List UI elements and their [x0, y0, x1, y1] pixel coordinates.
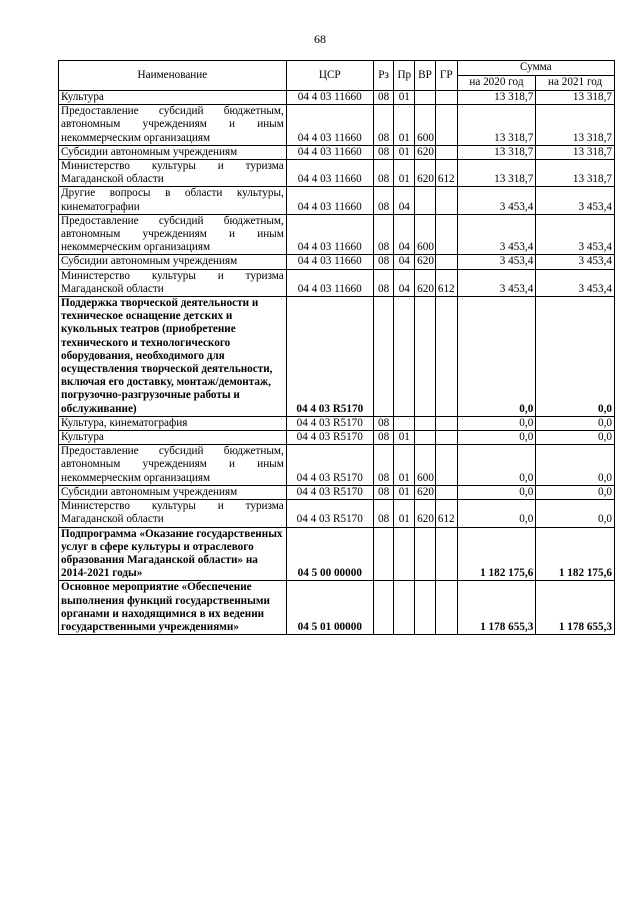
table-row [59, 485, 615, 499]
cell-rz: 08 [373, 105, 394, 146]
cell-pr: 04 [394, 255, 415, 269]
cell-sum-2020: 13 318,7 [457, 145, 536, 159]
cell-sum-2021: 0,0 [536, 297, 615, 417]
cell-sum-2020: 0,0 [457, 431, 536, 445]
cell-gr [435, 581, 457, 635]
cell-name: Культура [59, 431, 287, 445]
cell-csr: 04 4 03 11660 [286, 269, 373, 296]
cell-pr: 04 [394, 214, 415, 255]
cell-rz: 08 [373, 214, 394, 255]
cell-rz: 08 [373, 416, 394, 430]
cell-name: Субсидии автономным учреждениям [59, 145, 287, 159]
cell-sum-2020: 0,0 [457, 297, 536, 417]
cell-rz: 08 [373, 269, 394, 296]
cell-pr [394, 297, 415, 417]
header-csr: ЦСР [286, 61, 373, 91]
cell-sum-2021: 3 453,4 [536, 187, 615, 214]
cell-csr: 04 4 03 R5170 [286, 431, 373, 445]
cell-csr: 04 4 03 11660 [286, 160, 373, 187]
cell-csr: 04 4 03 R5170 [286, 416, 373, 430]
cell-pr: 01 [394, 160, 415, 187]
cell-csr: 04 4 03 11660 [286, 187, 373, 214]
cell-vr: 600 [415, 214, 436, 255]
cell-name: Субсидии автономным учреждениям [59, 485, 287, 499]
cell-csr: 04 4 03 R5170 [286, 297, 373, 417]
cell-sum-2020: 3 453,4 [457, 187, 536, 214]
cell-gr [435, 431, 457, 445]
cell-sum-2020: 3 453,4 [457, 269, 536, 296]
table-row [59, 445, 615, 486]
cell-sum-2020: 13 318,7 [457, 91, 536, 105]
cell-name: Субсидии автономным учреждениям [59, 255, 287, 269]
cell-sum-2021: 0,0 [536, 416, 615, 430]
cell-sum-2021: 0,0 [536, 500, 615, 527]
cell-csr: 04 4 03 11660 [286, 214, 373, 255]
header-year-2020: на 2020 год [457, 76, 536, 91]
cell-gr [435, 187, 457, 214]
table-row [59, 105, 615, 146]
cell-pr: 01 [394, 500, 415, 527]
cell-gr [435, 145, 457, 159]
header-name: Наименование [59, 61, 287, 91]
cell-gr [435, 527, 457, 581]
cell-vr [415, 416, 436, 430]
cell-name: Предоставление субсидий бюджетным, автономным учреждениям и иным некоммерческим организациям [59, 214, 287, 255]
cell-pr: 01 [394, 485, 415, 499]
header-pr: Пр [394, 61, 415, 91]
table-row [59, 269, 615, 296]
cell-sum-2021: 3 453,4 [536, 269, 615, 296]
cell-pr: 01 [394, 105, 415, 146]
cell-sum-2021: 13 318,7 [536, 91, 615, 105]
cell-sum-2021: 0,0 [536, 445, 615, 486]
table-row [59, 416, 615, 430]
table-row [59, 527, 615, 581]
cell-rz: 08 [373, 160, 394, 187]
table-row [59, 145, 615, 159]
cell-gr [435, 255, 457, 269]
cell-name: Другие вопросы в области культуры, кинематографии [59, 187, 287, 214]
budget-table [58, 60, 615, 635]
table-row [59, 431, 615, 445]
cell-sum-2021: 13 318,7 [536, 105, 615, 146]
cell-gr [435, 91, 457, 105]
cell-pr: 04 [394, 269, 415, 296]
cell-rz [373, 297, 394, 417]
cell-sum-2021: 1 178 655,3 [536, 581, 615, 635]
cell-sum-2021: 3 453,4 [536, 214, 615, 255]
cell-rz [373, 527, 394, 581]
cell-csr: 04 5 00 00000 [286, 527, 373, 581]
cell-gr [435, 416, 457, 430]
cell-sum-2021: 13 318,7 [536, 145, 615, 159]
cell-vr: 620 [415, 269, 436, 296]
cell-pr: 01 [394, 91, 415, 105]
cell-pr: 04 [394, 187, 415, 214]
table-row [59, 581, 615, 635]
cell-gr: 612 [435, 269, 457, 296]
cell-vr: 600 [415, 445, 436, 486]
cell-vr [415, 581, 436, 635]
cell-name: Предоставление субсидий бюджетным, автономным учреждениям и иным некоммерческим организациям [59, 445, 287, 486]
cell-sum-2020: 1 178 655,3 [457, 581, 536, 635]
cell-gr [435, 485, 457, 499]
cell-gr [435, 214, 457, 255]
table-row [59, 297, 615, 417]
cell-pr: 01 [394, 445, 415, 486]
cell-vr: 620 [415, 485, 436, 499]
cell-rz: 08 [373, 145, 394, 159]
cell-csr: 04 5 01 00000 [286, 581, 373, 635]
cell-vr [415, 527, 436, 581]
cell-csr: 04 4 03 11660 [286, 145, 373, 159]
cell-pr [394, 581, 415, 635]
cell-sum-2021: 13 318,7 [536, 160, 615, 187]
cell-sum-2020: 0,0 [457, 500, 536, 527]
cell-vr: 620 [415, 145, 436, 159]
cell-sum-2020: 3 453,4 [457, 255, 536, 269]
header-sum: Сумма [457, 61, 614, 76]
cell-rz: 08 [373, 91, 394, 105]
cell-pr [394, 416, 415, 430]
cell-name: Министерство культуры и туризма Магаданской области [59, 160, 287, 187]
cell-name: Предоставление субсидий бюджетным, автономным учреждениям и иным некоммерческим организациям [59, 105, 287, 146]
cell-csr: 04 4 03 R5170 [286, 500, 373, 527]
cell-rz [373, 581, 394, 635]
cell-rz: 08 [373, 485, 394, 499]
cell-rz: 08 [373, 187, 394, 214]
cell-rz: 08 [373, 445, 394, 486]
cell-gr: 612 [435, 160, 457, 187]
table-row [59, 500, 615, 527]
cell-csr: 04 4 03 R5170 [286, 485, 373, 499]
cell-rz: 08 [373, 431, 394, 445]
cell-name: Культура, кинематография [59, 416, 287, 430]
header-rz: Рз [373, 61, 394, 91]
cell-sum-2021: 3 453,4 [536, 255, 615, 269]
cell-vr: 620 [415, 255, 436, 269]
cell-sum-2021: 0,0 [536, 485, 615, 499]
cell-vr: 620 [415, 160, 436, 187]
cell-sum-2021: 0,0 [536, 431, 615, 445]
page-number: 68 [314, 32, 326, 46]
cell-csr: 04 4 03 11660 [286, 91, 373, 105]
cell-sum-2020: 0,0 [457, 445, 536, 486]
cell-vr [415, 431, 436, 445]
header-row [59, 61, 615, 76]
cell-name: Поддержка творческой деятельности и техническое оснащение детских и кукольных театров (приобретение технического и технологического оборудования, необходимого для осуществления творческой деятельности, включая его доставку, монтаж/демонтаж, погрузочно-разгрузочные работы и обслуживание) [59, 297, 287, 417]
header-gr: ГР [435, 61, 457, 91]
cell-name: Министерство культуры и туризма Магаданской области [59, 500, 287, 527]
cell-vr [415, 187, 436, 214]
cell-rz: 08 [373, 255, 394, 269]
table-row [59, 214, 615, 255]
cell-sum-2020: 3 453,4 [457, 214, 536, 255]
table-row [59, 255, 615, 269]
cell-csr: 04 4 03 11660 [286, 255, 373, 269]
cell-vr: 600 [415, 105, 436, 146]
cell-gr [435, 297, 457, 417]
cell-sum-2020: 13 318,7 [457, 160, 536, 187]
cell-gr: 612 [435, 500, 457, 527]
cell-sum-2020: 13 318,7 [457, 105, 536, 146]
cell-csr: 04 4 03 R5170 [286, 445, 373, 486]
cell-vr: 620 [415, 500, 436, 527]
cell-vr [415, 91, 436, 105]
cell-sum-2020: 1 182 175,6 [457, 527, 536, 581]
cell-name: Подпрограмма «Оказание государственных услуг в сфере культуры и отраслевого образования Магаданской области» на 2014-2021 годы» [59, 527, 287, 581]
cell-csr: 04 4 03 11660 [286, 105, 373, 146]
table-row [59, 160, 615, 187]
cell-vr [415, 297, 436, 417]
cell-pr: 01 [394, 145, 415, 159]
cell-name: Министерство культуры и туризма Магаданской области [59, 269, 287, 296]
table-row [59, 187, 615, 214]
cell-name: Культура [59, 91, 287, 105]
header-vr: ВР [415, 61, 436, 91]
cell-gr [435, 105, 457, 146]
cell-sum-2020: 0,0 [457, 416, 536, 430]
cell-pr: 01 [394, 431, 415, 445]
cell-pr [394, 527, 415, 581]
cell-rz: 08 [373, 500, 394, 527]
header-year-2021: на 2021 год [536, 76, 615, 91]
cell-sum-2020: 0,0 [457, 485, 536, 499]
cell-sum-2021: 1 182 175,6 [536, 527, 615, 581]
cell-gr [435, 445, 457, 486]
table-row [59, 91, 615, 105]
cell-name: Основное мероприятие «Обеспечение выполнения функций государственными органами и находящимися в их ведении государственными учреждениями» [59, 581, 287, 635]
